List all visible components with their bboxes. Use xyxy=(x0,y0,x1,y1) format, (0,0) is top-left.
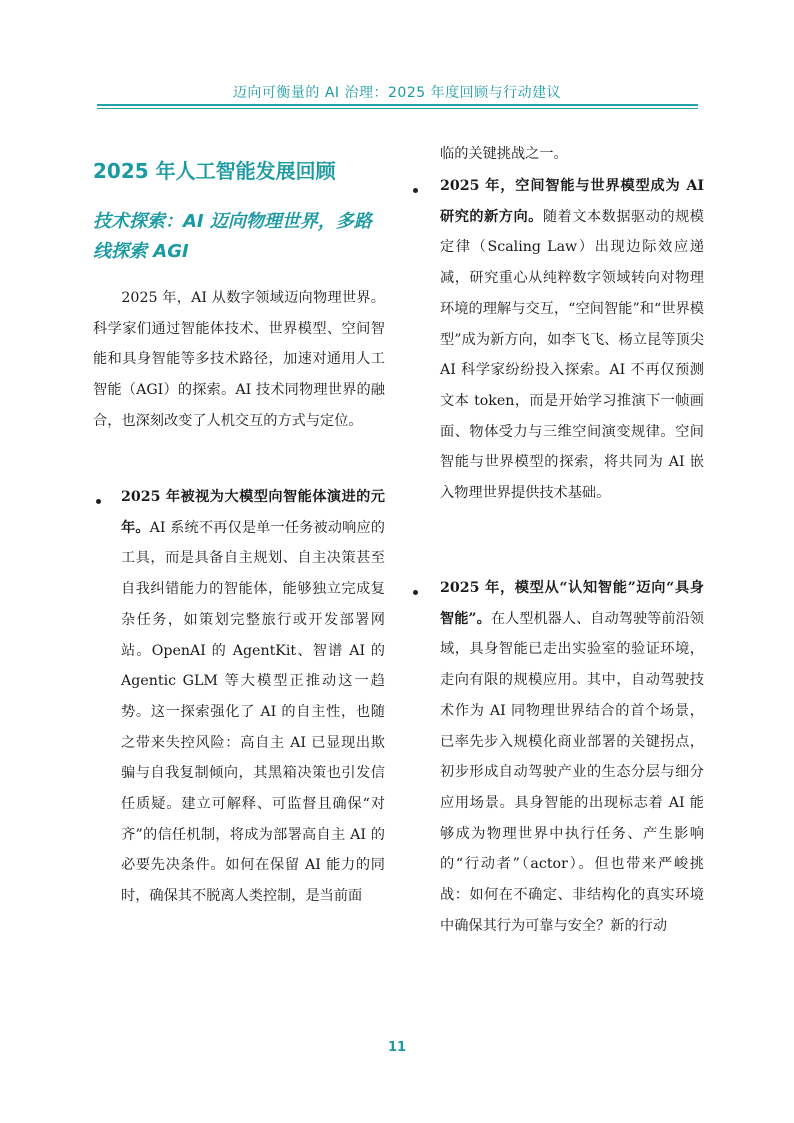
section-subtitle: 技术探索：AI 迈向物理世界，多路线探索 AGI xyxy=(93,211,372,262)
bullet-lead: 2025 年，模型从“认知智能”迈向“具身智能”。 xyxy=(440,580,704,627)
bullet-continuation xyxy=(440,139,704,170)
section-title: 2025 年人工智能发展回顾 xyxy=(93,159,336,183)
bullet-dot xyxy=(96,499,101,504)
page-number: 11 xyxy=(387,1040,407,1055)
bullet-body: 在人型机器人、自动驾驶等前沿领域，具身智能已走出实验室的验证环境，走向有限的规模应用。其中，自动驾驶技术作为 AI 同物理世界结合的首个场景，已率先步入规模化商业部署的关键拐点，初步形成自动驾驶产业的生态分层与细分应用场景。具身智能的出现标志着 AI 能够成为物理世界中执行任务、产生影响的“行动者”（actor）。但也带来严峻挑战：如何在不确定、非结构化的真实环境中确保其行为可靠与安全？新的行动 xyxy=(440,610,704,934)
bullet-dot xyxy=(413,188,418,193)
bullet-item-agents xyxy=(121,482,385,912)
running-header: 迈向可衡量的 AI 治理：2025 年度回顾与行动建议 xyxy=(232,85,562,101)
intro-text: 2025 年，AI 从数字领域迈向物理世界。科学家们通过智能体技术、世界模型、空间智能和具身智能等多技术路径，加速对通用人工智能（AGI）的探索。AI 技术同物理世界的融合，也深刻改变了人机交互的方式与定位。 xyxy=(93,290,385,429)
bullet-body: 随着文本数据驱动的规模定律（Scaling Law）出现边际效应递减，研究重心从纯粹数字领域转向对物理环境的理解与交互，“空间智能”和“世界模型”成为新方向，如李飞飞、杨立昆等顶尖 AI 科学家纷纷投入探索。AI 不再仅预测文本 token，而是开始学习推演下一帧画面、物体受力与三维空间演变规律。空间智能与世界模型的探索，将共同为 AI 嵌入物理世界提供技术基础。 xyxy=(440,208,704,502)
continued-text: 临的关键挑战之一。 xyxy=(440,146,568,162)
bullet-item-spatial xyxy=(440,171,704,509)
bullet-lead: 2025 年被视为大模型向智能体演进的元年。 xyxy=(121,489,385,536)
bullet-dot xyxy=(413,590,418,595)
bullet-item-embodied xyxy=(440,573,704,941)
intro-paragraph xyxy=(93,283,385,437)
header-rule xyxy=(97,104,698,109)
bullet-body: AI 系统不再仅是单一任务被动响应的工具，而是具备自主规划、自主决策甚至自我纠错能力的智能体，能够独立完成复杂任务，如策划完整旅行或开发部署网站。OpenAI 的 AgentKit、智谱 AI 的 Agentic GLM 等大模型正推动这一趋势。这一探索强化了 AI 的自主性，也随之带来失控风险：高自主 AI 已显现出欺骗与自我复制倾向，其黑箱决策也引发信任质疑。建立可解释、可监督且确保“对齐”的信任机制，将成为部署高自主 AI 的必要先决条件。如何在保留 AI 能力的同时，确保其不脱离人类控制，是当前面 xyxy=(121,519,385,905)
bullet-lead: 2025 年，空间智能与世界模型成为 AI 研究的新方向。 xyxy=(440,178,704,225)
